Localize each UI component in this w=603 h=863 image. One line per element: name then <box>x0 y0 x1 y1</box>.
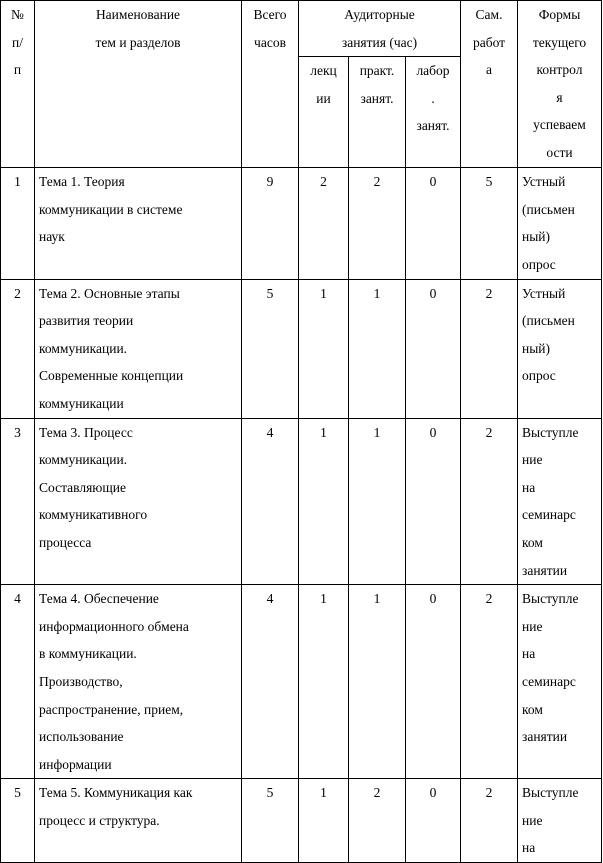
row-topic: Тема 3. Процесс коммуникации. Составляющие коммуникативного процесса <box>35 418 242 585</box>
form-word: на <box>522 479 536 495</box>
row-control-form <box>518 779 602 863</box>
form-line: Выступле <box>522 424 579 440</box>
row-lectures: 1 <box>299 779 349 863</box>
row-practical: 1 <box>349 585 406 779</box>
row-control-form: Устный (письмен ный) опрос <box>518 168 602 279</box>
table-row <box>1 168 602 279</box>
header-num: № п/ п <box>1 1 35 168</box>
row-self-work: 2 <box>461 779 518 863</box>
row-total: 5 <box>242 779 299 863</box>
row-num: 1 <box>1 168 35 279</box>
row-control-form <box>518 418 602 585</box>
row-num: 2 <box>1 279 35 418</box>
row-topic: Тема 5. Коммуникация как процесс и структура. <box>35 779 242 863</box>
row-practical: 2 <box>349 168 406 279</box>
header-practical: практ. занят. <box>349 57 406 168</box>
form-line: Выступле <box>522 785 579 801</box>
form-line-justified <box>522 613 597 668</box>
form-word: на <box>522 646 536 662</box>
header-auditory: Аудиторные занятия (час) <box>299 1 461 57</box>
form-line-justified <box>522 446 597 501</box>
row-total: 9 <box>242 168 299 279</box>
form-word: на <box>522 840 536 856</box>
row-control-form <box>518 585 602 779</box>
form-word: ние <box>522 812 543 828</box>
row-num: 5 <box>1 779 35 863</box>
header-title: Наименование тем и разделов <box>35 1 242 168</box>
form-rest: семинарс ком занятии <box>522 507 576 578</box>
row-control-form: Устный (письмен ный) опрос <box>518 279 602 418</box>
row-topic: Тема 2. Основные этапы развития теории коммуникации. Современные концепции коммуникации <box>35 279 242 418</box>
table-row <box>1 585 602 779</box>
row-lectures: 1 <box>299 585 349 779</box>
row-lab: 0 <box>406 585 461 779</box>
row-total: 4 <box>242 585 299 779</box>
header-row <box>1 1 602 57</box>
form-line: Выступле <box>522 591 579 607</box>
form-line-justified <box>522 807 597 862</box>
row-lab: 0 <box>406 279 461 418</box>
row-practical: 2 <box>349 779 406 863</box>
header-total-hours: Всего часов <box>242 1 299 168</box>
header-lectures: лекц ии <box>299 57 349 168</box>
form-word: ние <box>522 618 543 634</box>
row-topic: Тема 4. Обеспечение информационного обмена в коммуникации. Производство, распространение, прием, использование информации <box>35 585 242 779</box>
row-lectures: 2 <box>299 168 349 279</box>
row-self-work: 2 <box>461 585 518 779</box>
header-lab: лабор . занят. <box>406 57 461 168</box>
table-row <box>1 418 602 585</box>
row-num: 4 <box>1 585 35 779</box>
row-topic: Тема 1. Теория коммуникации в системе наук <box>35 168 242 279</box>
row-lab: 0 <box>406 418 461 585</box>
table-row <box>1 279 602 418</box>
row-self-work: 5 <box>461 168 518 279</box>
row-lectures: 1 <box>299 418 349 585</box>
row-total: 5 <box>242 279 299 418</box>
header-self-work: Сам. работ а <box>461 1 518 168</box>
row-num: 3 <box>1 418 35 585</box>
row-lab: 0 <box>406 168 461 279</box>
row-total: 4 <box>242 418 299 585</box>
row-lab: 0 <box>406 779 461 863</box>
table-row <box>1 779 602 863</box>
row-self-work: 2 <box>461 279 518 418</box>
row-self-work: 2 <box>461 418 518 585</box>
row-lectures: 1 <box>299 279 349 418</box>
form-word: ние <box>522 452 543 468</box>
row-practical: 1 <box>349 279 406 418</box>
header-control-forms: Формы текущего контрол я успеваем ости <box>518 1 602 168</box>
form-rest: семинарс ком занятии <box>522 673 576 745</box>
row-practical: 1 <box>349 418 406 585</box>
